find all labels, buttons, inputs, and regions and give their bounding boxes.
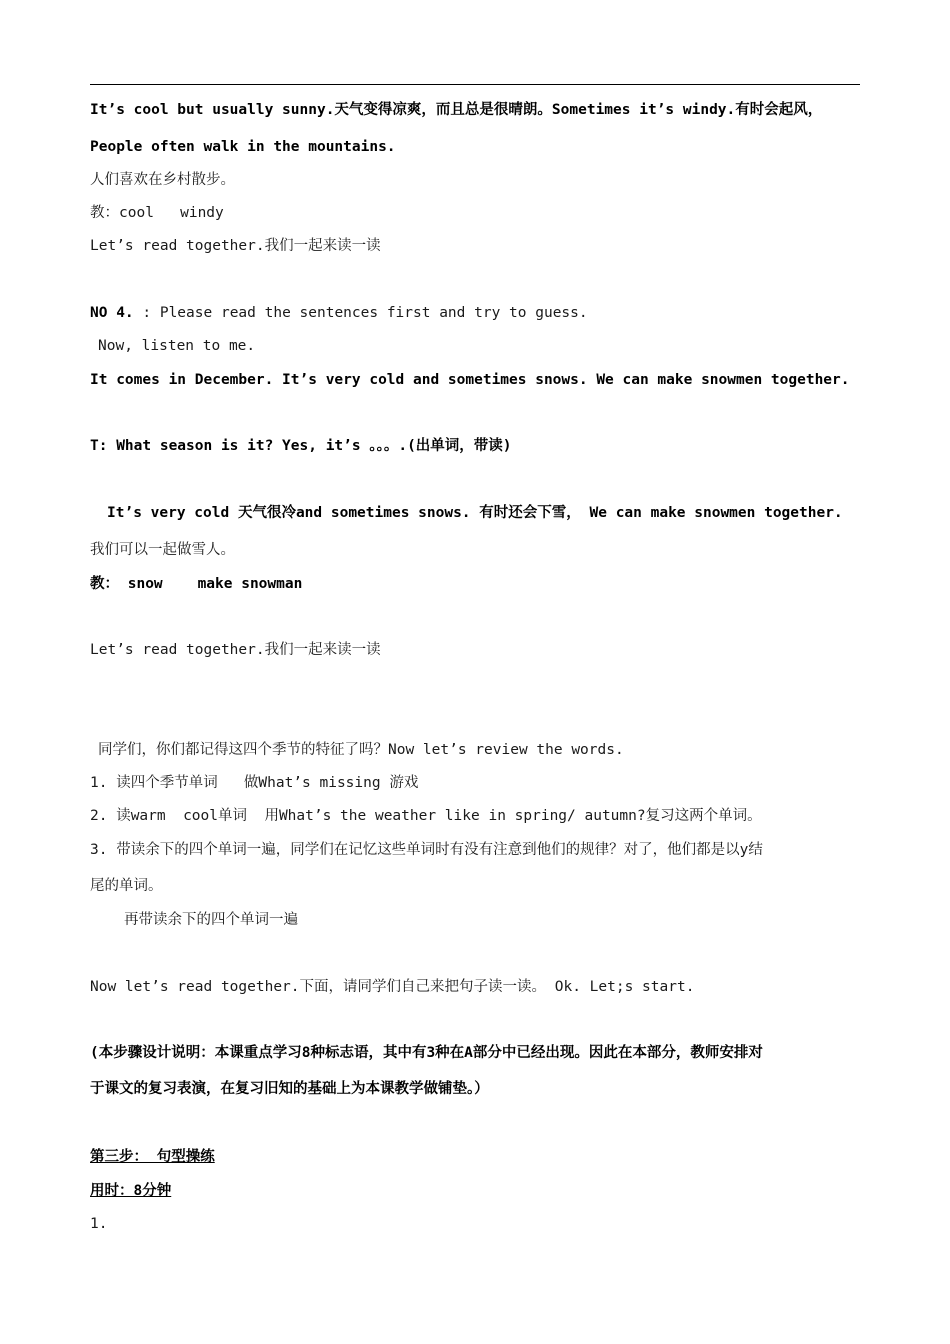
- design-note: (本步骤设计说明：本课重点学习8种标志语，其中有3种在A部分中已经出现。因此在本部分，教师安排对: [90, 1045, 763, 1061]
- text-line: It comes in December. It’s very cold and sometimes snows. We can make snowmen together.: [90, 372, 850, 388]
- list-item: 1. 读四个季节单词 做What’s missing 游戏: [90, 775, 419, 791]
- text-line: 教： snow make snowman: [90, 576, 303, 592]
- text-line: 尾的单词。: [90, 878, 163, 894]
- text-line: It’s very cold 天气很冷and sometimes snows. 有时还会下雪， We can make snowmen together.: [107, 505, 843, 521]
- text-line: Let’s read together.我们一起来读一读: [90, 238, 381, 254]
- header-rule: [90, 84, 860, 85]
- list-item: 2. 读warm cool单词 用What’s the weather like in spring/ autumn?复习这两个单词。: [90, 808, 762, 824]
- text-line: Now, listen to me.: [98, 338, 256, 354]
- text-line: It’s cool but usually sunny.天气变得凉爽，而且总是很晴朗。Sometimes it’s windy.有时会起风，: [90, 102, 823, 118]
- section-duration: 用时：8分钟: [90, 1183, 172, 1199]
- list-item: 1.: [90, 1216, 108, 1232]
- design-note: 于课文的复习表演，在复习旧知的基础上为本课教学做铺垫。）: [90, 1081, 489, 1097]
- text-line: Now let’s read together.下面，请同学们自己来把句子读一读。 Ok. Let;s start.: [90, 979, 695, 995]
- instruction-text: : Please read the sentences first and try to guess.: [142, 305, 588, 321]
- text-line: T: What season is it? Yes, it’s 。。。.(出单词，带读): [90, 438, 512, 454]
- text-line: [90, 303, 588, 323]
- text-line: People often walk in the mountains.: [90, 139, 396, 155]
- text-line: Let’s read together.我们一起来读一读: [90, 642, 381, 658]
- section-heading: 第三步： 句型操练: [90, 1149, 215, 1165]
- list-item: 3. 带读余下的四个单词一遍，同学们在记忆这些单词时有没有注意到他们的规律？对了，他们都是以y结: [90, 842, 763, 858]
- text-line: 人们喜欢在乡村散步。: [90, 172, 235, 188]
- text-line: 教：cool windy: [90, 205, 224, 221]
- text-line: 同学们，你们都记得这四个季节的特征了吗？Now let’s review the words.: [98, 742, 624, 758]
- item-number: NO 4.: [90, 305, 134, 321]
- text-line: 我们可以一起做雪人。: [90, 542, 235, 558]
- text-line: 再带读余下的四个单词一遍: [124, 912, 298, 928]
